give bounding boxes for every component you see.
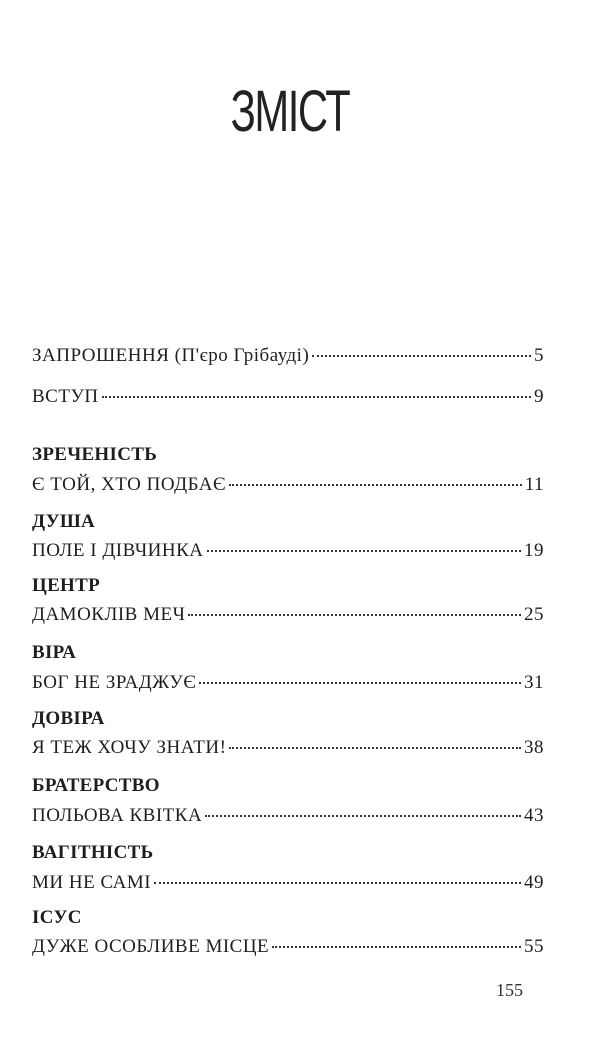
toc-entry-page: 25	[524, 604, 544, 625]
toc-entry-label: ЗАПРОШЕННЯ (П'єро Грібауді)	[32, 345, 310, 366]
page-title: ЗМІСТ	[230, 79, 350, 144]
toc-entry[interactable]	[32, 737, 544, 759]
toc-entry-page: 31	[524, 672, 544, 693]
section-heading: ДУША	[32, 511, 96, 532]
section-heading: ІСУС	[32, 907, 82, 928]
toc-entry[interactable]	[32, 604, 544, 626]
section-heading: БРАТЕРСТВО	[32, 775, 160, 796]
section-heading: ДОВІРА	[32, 708, 105, 729]
leader-dots	[205, 815, 521, 817]
toc-entry[interactable]	[32, 805, 544, 827]
leader-dots	[188, 614, 521, 616]
toc-entry-page: 5	[534, 345, 544, 366]
toc-entry-introduction[interactable]	[32, 386, 544, 408]
section-heading: ВІРА	[32, 642, 77, 663]
toc-entry[interactable]	[32, 672, 544, 694]
leader-dots	[102, 396, 531, 398]
leader-dots	[272, 946, 521, 948]
toc-entry-label: ПОЛЬОВА КВІТКА	[32, 805, 203, 826]
toc-entry-page: 9	[534, 386, 544, 407]
section-heading: ЦЕНТР	[32, 575, 101, 596]
toc-entry-page: 38	[524, 737, 544, 758]
toc-entry-label: ВСТУП	[32, 386, 99, 407]
toc-entry[interactable]	[32, 872, 544, 894]
toc-entry-label: ДАМОКЛІВ МЕЧ	[32, 604, 186, 625]
leader-dots	[229, 484, 522, 486]
toc-entry-page: 43	[524, 805, 544, 826]
section-heading: ВАГІТНІСТЬ	[32, 842, 154, 863]
toc-entry-label: Є ТОЙ, ХТО ПОДБАЄ	[32, 474, 227, 495]
toc-entry[interactable]	[32, 936, 544, 958]
toc-entry[interactable]	[32, 474, 544, 496]
toc-entry-label: ПОЛЕ І ДІВЧИНКА	[32, 540, 204, 561]
leader-dots	[229, 747, 521, 749]
page-number: 155	[496, 980, 523, 1000]
leader-dots	[154, 882, 521, 884]
toc-entry-page: 55	[524, 936, 544, 957]
toc-entry-page: 19	[524, 540, 544, 561]
section-heading: ЗРЕЧЕНІСТЬ	[32, 444, 158, 465]
toc-entry-label: БОГ НЕ ЗРАДЖУЄ	[32, 672, 197, 693]
toc-entry-page: 49	[524, 872, 544, 893]
toc-entry-label: ДУЖЕ ОСОБЛИВЕ МІСЦЕ	[32, 936, 270, 957]
toc-entry-label: МИ НЕ САМІ	[32, 872, 152, 893]
toc-entry-page: 11	[524, 474, 544, 495]
leader-dots	[207, 550, 521, 552]
leader-dots	[199, 682, 521, 684]
toc-entry-label: Я ТЕЖ ХОЧУ ЗНАТИ!	[32, 737, 227, 758]
leader-dots	[312, 355, 531, 357]
toc-entry[interactable]	[32, 540, 544, 562]
toc-entry-invitation[interactable]	[32, 345, 544, 367]
